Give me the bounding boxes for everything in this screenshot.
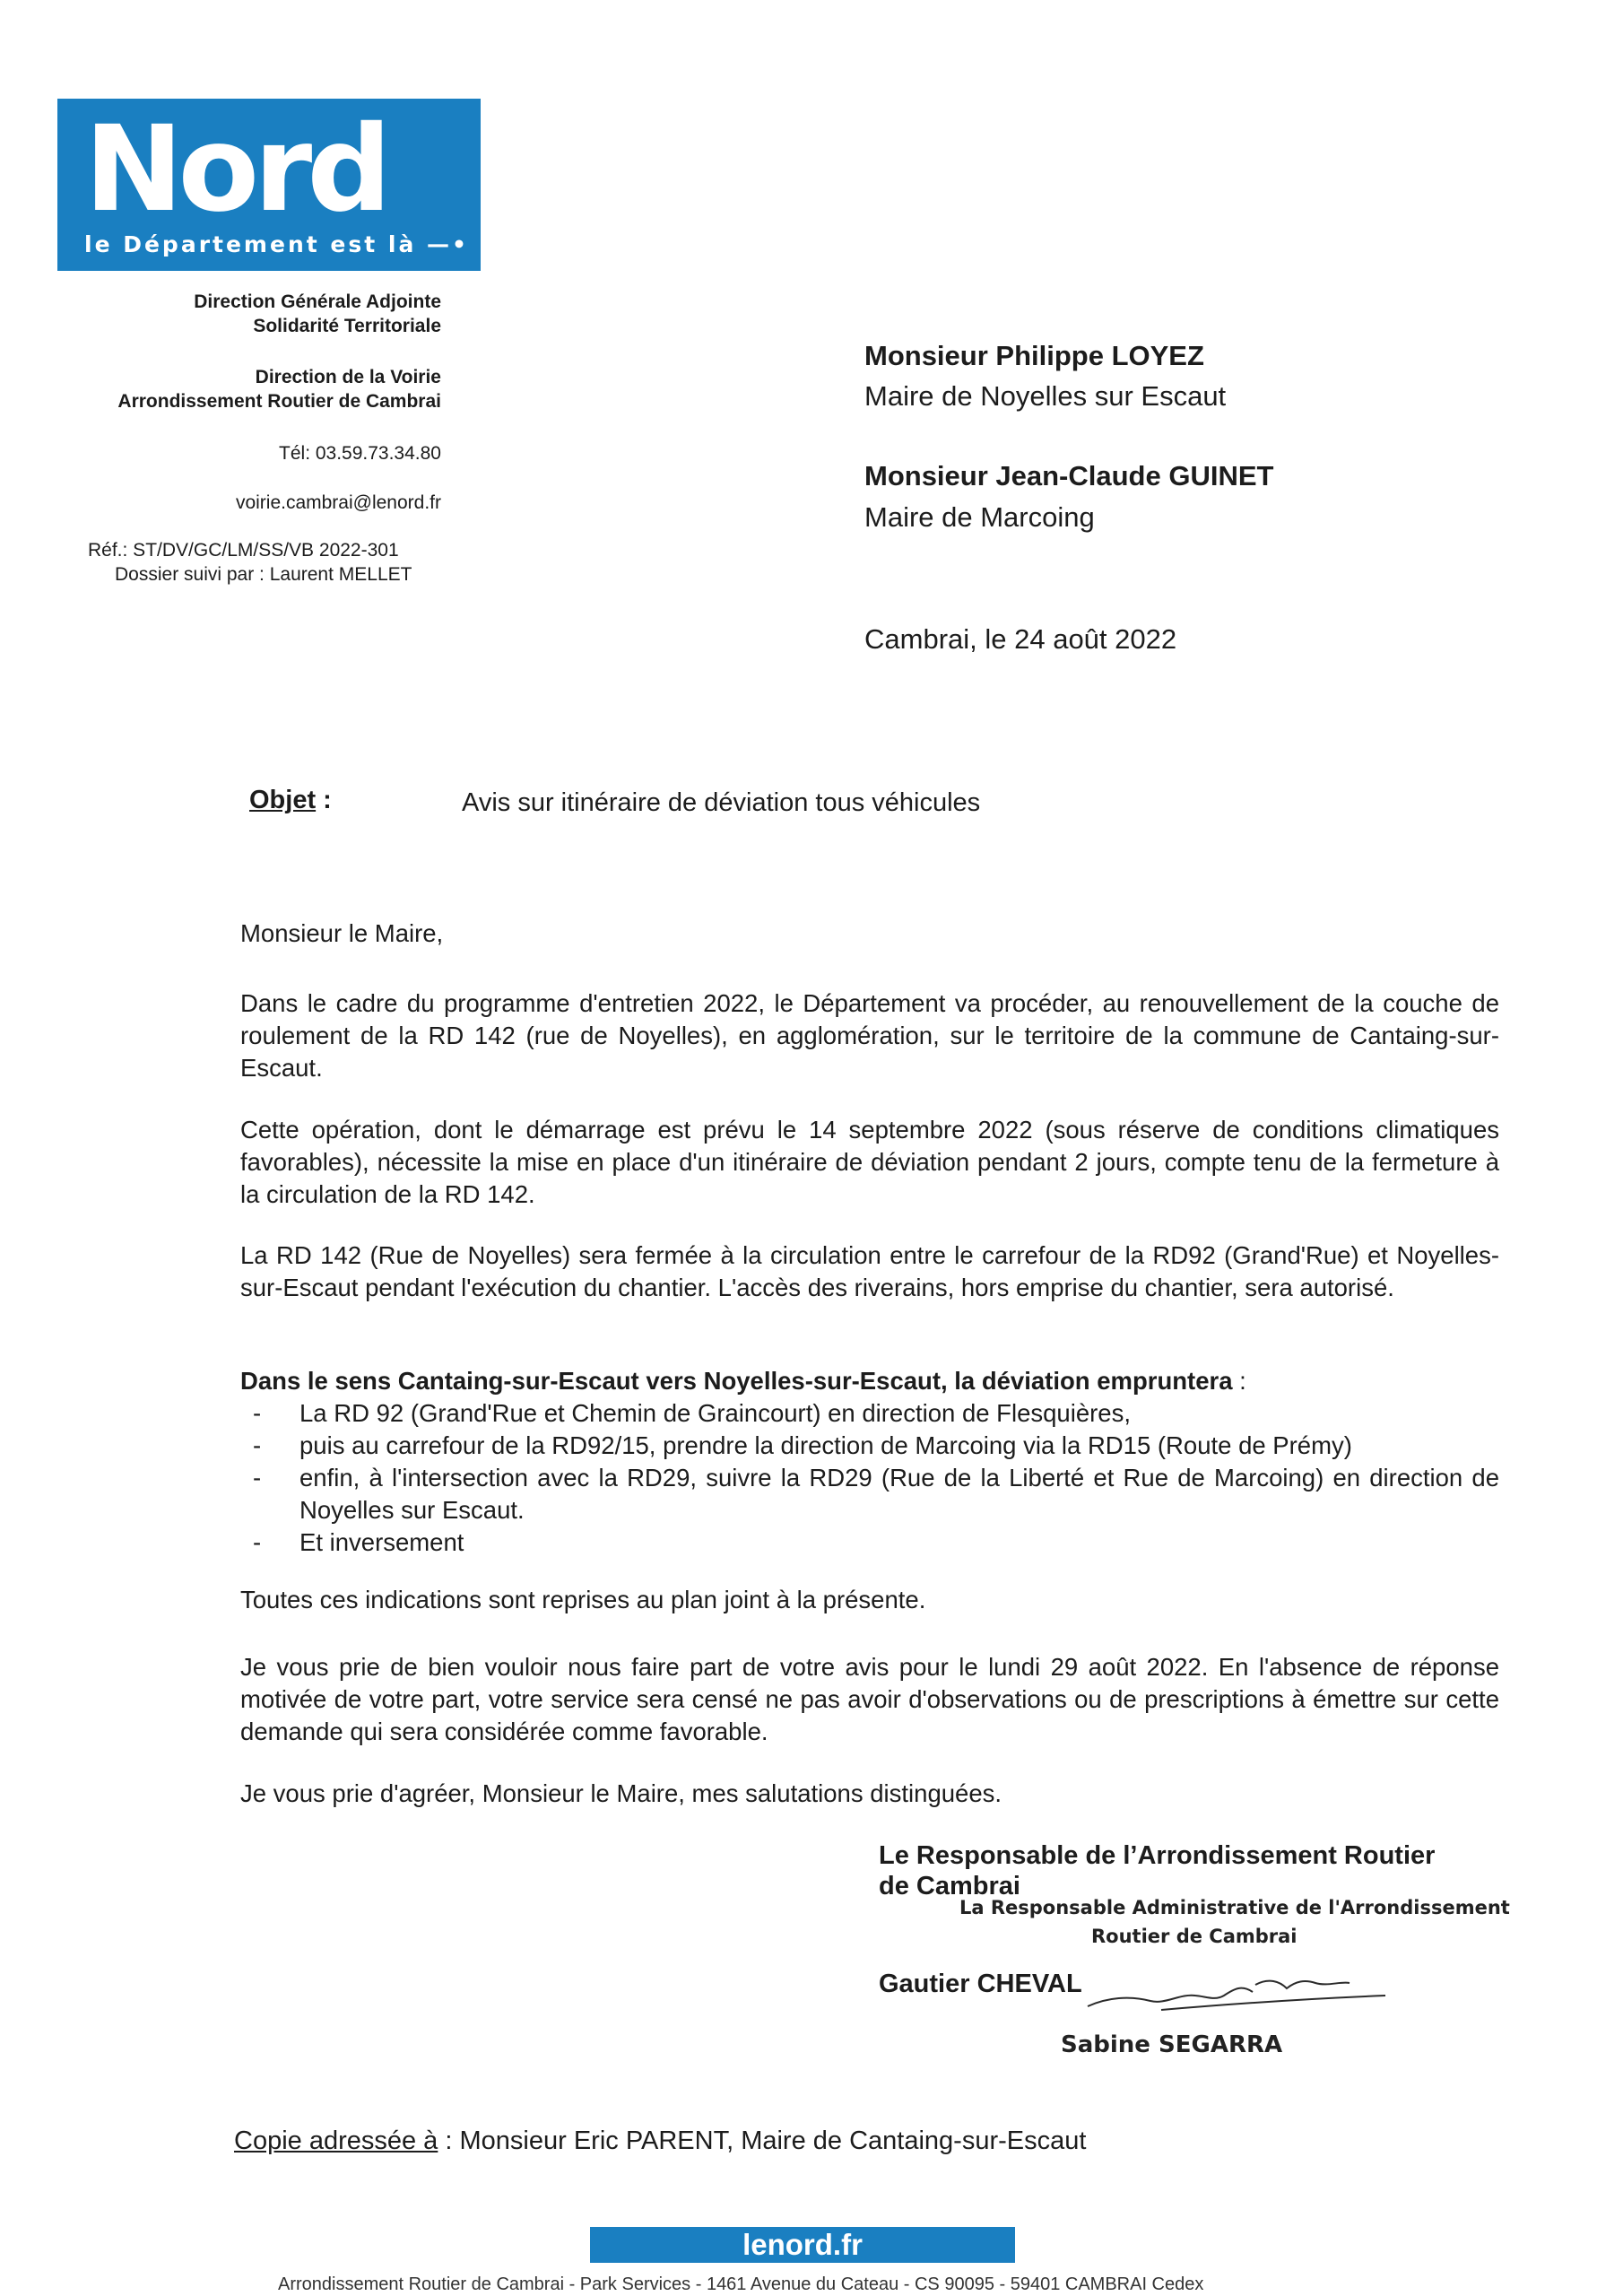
paragraph-operation: Cette opération, dont le démarrage est prévu le 14 septembre 2022 (sous réserve de conditions climatiques favorables), nécessite la mise en place d'un itinéraire de déviation pendant 2 jours, compte tenu de la fermeture à la circulation de la RD 142. [240, 1116, 1499, 1208]
sender-arrondissement: Arrondissement Routier de Cambrai [117, 391, 441, 412]
footer-address: Arrondissement Routier de Cambrai - Park Services - 1461 Avenue du Cateau - CS 90095 - 59401 CAMBRAI Cedex [278, 2274, 1204, 2294]
deviation-item: - Et inversement [240, 1526, 1499, 1559]
stamp-line2: Routier de Cambrai [1091, 1926, 1298, 1947]
recipient-1-name: Monsieur Philippe LOYEZ [864, 340, 1204, 371]
closing-formula: Je vous prie d'agréer, Monsieur le Maire, mes salutations distinguées. [240, 1779, 1002, 1807]
signatory-title-line1: Le Responsable de l’Arrondissement Routier [879, 1841, 1436, 1870]
deviation-item: - La RD 92 (Grand'Rue et Chemin de Graincourt) en direction de Flesquières, [240, 1397, 1499, 1430]
reference-number: Réf.: ST/DV/GC/LM/SS/VB 2022-301 [88, 540, 399, 561]
deviation-item: - puis au carrefour de la RD92/15, prendre la direction de Marcoing via la RD15 (Route de Prémy) [240, 1430, 1499, 1462]
sender-solidarite: Solidarité Territoriale [253, 316, 441, 336]
footer-website: lenord.fr [590, 2227, 1015, 2263]
paragraph-intro: Dans le cadre du programme d'entretien 2022, le Département va procéder, au renouvellement de la couche de roulement de la RD 142 (rue de Noyelles), en agglomération, sur le territoire de la commune de Cantaing-sur-Escaut. [240, 989, 1499, 1082]
nord-logo [57, 99, 481, 271]
handwritten-signature [1081, 1969, 1390, 2022]
copy-line [234, 2126, 1086, 2156]
subject-label-text: Objet [249, 786, 317, 814]
deviation-list [240, 1397, 1499, 1559]
salutation: Monsieur le Maire, [240, 919, 444, 947]
copy-colon: : [438, 2126, 460, 2155]
signatory-name: Gautier CHEVAL [879, 1970, 1082, 1998]
stamp-signatory-name: Sabine SEGARRA [1061, 2031, 1283, 2058]
copy-label: Copie adressée à [234, 2126, 438, 2155]
stamp-line1: La Responsable Administrative de l'Arrondissement [959, 1897, 1510, 1918]
logo-tagline: le Département est là —• [84, 231, 470, 257]
deviation-heading [240, 1365, 1499, 1397]
paragraph-avis-request: Je vous prie de bien vouloir nous faire part de votre avis pour le lundi 29 août 2022. En l'absence de réponse motivée de votre part, votre service sera censé ne pas avoir d'observations ou de prescriptions à émettre sur cette demande qui sera considérée comme favorable. [240, 1653, 1499, 1745]
subject-text: Avis sur itinéraire de déviation tous véhicules [462, 788, 981, 817]
recipient-2-name: Monsieur Jean-Claude GUINET [864, 460, 1274, 491]
place-and-date: Cambrai, le 24 août 2022 [864, 623, 1177, 655]
sender-phone: Tél: 03.59.73.34.80 [279, 443, 441, 464]
deviation-item: - enfin, à l'intersection avec la RD29, suivre la RD29 (Rue de la Liberté et Rue de Marcoing) en direction de Noyelles sur Escaut. [240, 1462, 1499, 1526]
recipient-2-title: Maire de Marcoing [864, 501, 1095, 533]
signatory-title-line2: de Cambrai [879, 1872, 1020, 1900]
copy-recipient: Monsieur Eric PARENT, Maire de Cantaing-sur-Escaut [459, 2126, 1087, 2155]
sender-email: voirie.cambrai@lenord.fr [235, 492, 441, 513]
deviation-heading-text: Dans le sens Cantaing-sur-Escaut vers Noyelles-sur-Escaut, la déviation empruntera [240, 1367, 1233, 1395]
subject-label [249, 786, 332, 815]
subject-label-colon: : [316, 786, 332, 814]
paragraph-closure: La RD 142 (Rue de Noyelles) sera fermée à la circulation entre le carrefour de la RD92 (Grand'Rue) et Noyelles-sur-Escaut pendant l'exécution du chantier. L'accès des riverains, hors emprise du chantier, sera autorisé. [240, 1241, 1499, 1301]
sender-direction-generale: Direction Générale Adjointe [194, 291, 441, 312]
file-followed-by: Dossier suivi par : Laurent MELLET [115, 564, 412, 585]
sender-direction-voirie: Direction de la Voirie [255, 367, 441, 387]
deviation-section [240, 1365, 1499, 1559]
deviation-heading-colon: : [1232, 1367, 1246, 1395]
recipient-1-title: Maire de Noyelles sur Escaut [864, 380, 1227, 412]
paragraph-plan: Toutes ces indications sont reprises au plan joint à la présente. [240, 1586, 926, 1613]
logo-wordmark: Nord [84, 100, 386, 239]
